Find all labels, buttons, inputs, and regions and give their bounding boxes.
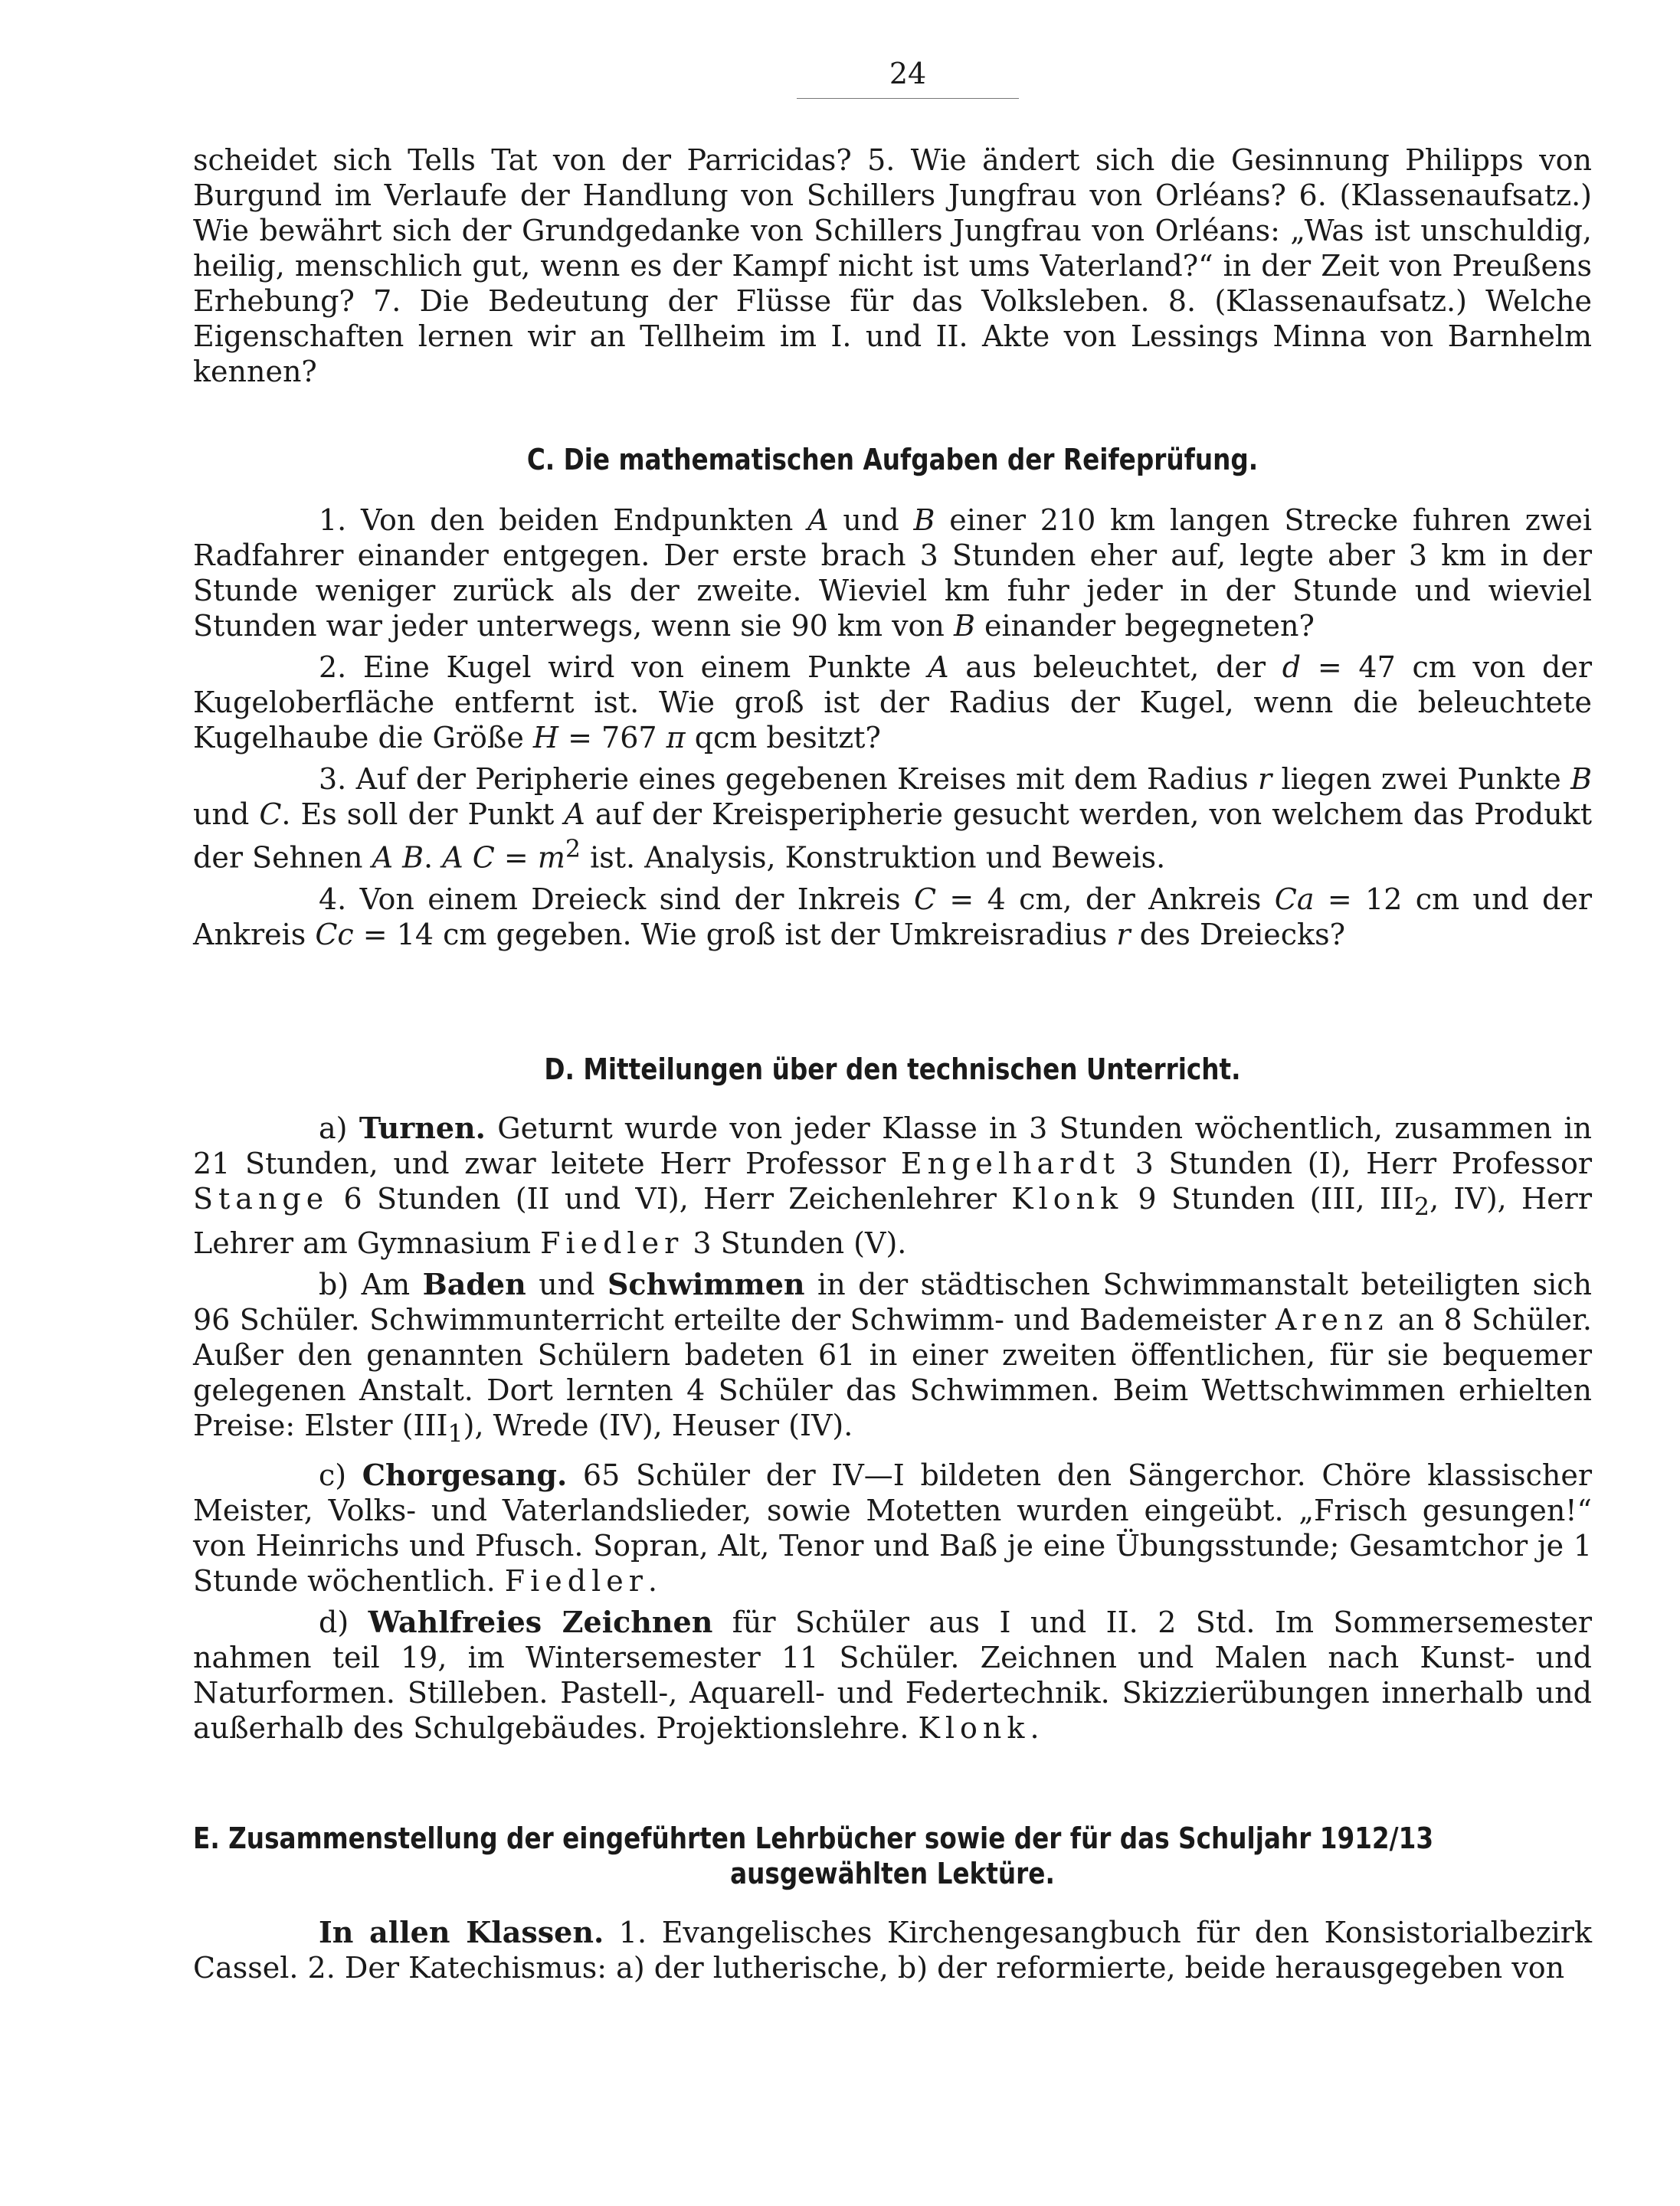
intro-line: Erhebung? 7. Die Bedeutung der Flüsse für das Volksleben. 8. (Klassenaufsatz.) Welche: [193, 284, 1592, 318]
textbooks-paragraph: In allen Klassen. 1. Evangelisches Kirchengesangbuch für den Konsistorialbezirk Cassel. 2. Der Katechismus: a) der lutherische, b) der reformierte, beide herausgegeben von: [193, 1915, 1592, 1985]
intro-paragraph: [193, 142, 1592, 389]
math-problem-3: 3. Auf der Peripherie eines gegebenen Kreises mit dem Radius r liegen zwei Punkte B und C. Es soll der Punkt A auf der Kreisperipherie gesucht werden, von welchem das Produkt der Sehnen A B. A $C = m^2$ ist. Analysis, Konstruktion und Beweis.: [193, 762, 1592, 875]
technical-item-zeichnen: d) Wahlfreies Zeichnen für Schüler aus I und II. 2 Std. Im Sommersemester nahmen teil 19, im Wintersemester 11 Schüler. Zeichnen und Malen nach Kunst- und Naturformen. Stilleben. Pastell-, Aquarell- und Federtechnik. Skizzierübungen innerhalb und außerhalb des Schulgebäudes. Projektionslehre. Klonk.: [193, 1605, 1592, 1746]
math-problem-4: 4. Von einem Dreieck sind der Inkreis C = 4 cm, der Ankreis Ca = 12 cm und der Ankreis Cc = 14 cm gegeben. Wie groß ist der Umkreisradius r des Dreiecks?: [193, 882, 1592, 951]
section-c-heading: C. Die mathematischen Aufgaben der Reifeprüfung.: [526, 443, 1259, 476]
section-d-heading: D. Mitteilungen über den technischen Unterricht.: [544, 1052, 1241, 1086]
intro-line: Wie bewährt sich der Grundgedanke von Schillers Jungfrau von Orléans: „Was ist unschuldig,: [193, 214, 1592, 247]
page-number: 24: [797, 57, 1019, 99]
intro-line: scheidet sich Tells Tat von der Parricidas? 5. Wie ändert sich die Gesinnung Philipps von: [193, 143, 1592, 177]
intro-line: Eigenschaften lernen wir an Tellheim im I. und II. Akte von Lessings Minna von Barnhelm kennen?: [193, 319, 1592, 388]
section-e-heading-line2: ausgewählten Lektüre.: [730, 1857, 1055, 1890]
intro-line: heilig, menschlich gut, wenn es der Kampf nicht ist ums Vaterland?“ in der Zeit von Preußens: [193, 249, 1592, 283]
intro-line: Burgund im Verlaufe der Handlung von Schillers Jungfrau von Orléans? 6. (Klassenaufsatz.): [193, 178, 1592, 212]
math-problem-2: 2. Eine Kugel wird von einem Punkte A aus beleuchtet, der d = 47 cm von der Kugeloberfläche entfernt ist. Wie groß ist der Radius der Kugel, wenn die beleuchtete Kugelhaube die Größe H = 767 π qcm besitzt?: [193, 650, 1593, 754]
section-d-body: [193, 1111, 1592, 1746]
math-problem-1: 1. Von den beiden Endpunkten A und B einer 210 km langen Strecke fuhren zwei Radfahrer einander entgegen. Der erste brach 3 Stunden eher auf, legte aber 3 km in der Stunde weniger zurück als der zweite. Wieviel km fuhr jeder in der Stunde und wieviel Stunden war jeder unterwegs, wenn sie 90 km von B einander begegneten?: [193, 503, 1592, 643]
technical-item-chorgesang: c) Chorgesang. 65 Schüler der IV—I bildeten den Sängerchor. Chöre klassischer Meister, Volks- und Vaterlandslieder, sowie Motetten wurden eingeübt. „Frisch gesungen!“ von Heinrichs und Pfusch. Sopran, Alt, Tenor und Baß je eine Übungsstunde; Gesamtchor je 1 Stunde wöchentlich. Fiedler.: [193, 1458, 1592, 1599]
section-e-body: [193, 1915, 1592, 1985]
section-c-body: [193, 502, 1592, 952]
section-e-heading-line1: E. Zusammenstellung der eingeführten Lehrbücher sowie der für das Schuljahr 1912/13: [193, 1821, 1434, 1855]
technical-item-turnen: a) Turnen. Geturnt wurde von jeder Klasse in 3 Stunden wöchentlich, zusammen in 21 Stunden, und zwar leitete Herr Professor Engelhardt 3 Stunden (I), Herr Professor Stange 6 Stunden (II und VI), Herr Zeichenlehrer Klonk 9 Stunden (III, $III_2$, IV), Herr Lehrer am Gymnasium Fiedler 3 Stunden (V).: [193, 1111, 1592, 1260]
technical-item-baden: b) Am Baden und Schwimmen in der städtischen Schwimmanstalt beteiligten sich 96 Schüler. Schwimmunterricht erteilte der Schwimm- und Bademeister Arenz an 8 Schüler. Außer den genannten Schülern badeten 61 in einer zweiten öffentlichen, für sie bequemer gelegenen Anstalt. Dort lernten 4 Schüler das Schwimmen. Beim Wettschwimmen erhielten Preise: Elster $(III_1)$, Wrede (IV), Heuser (IV).: [193, 1266, 1593, 1448]
